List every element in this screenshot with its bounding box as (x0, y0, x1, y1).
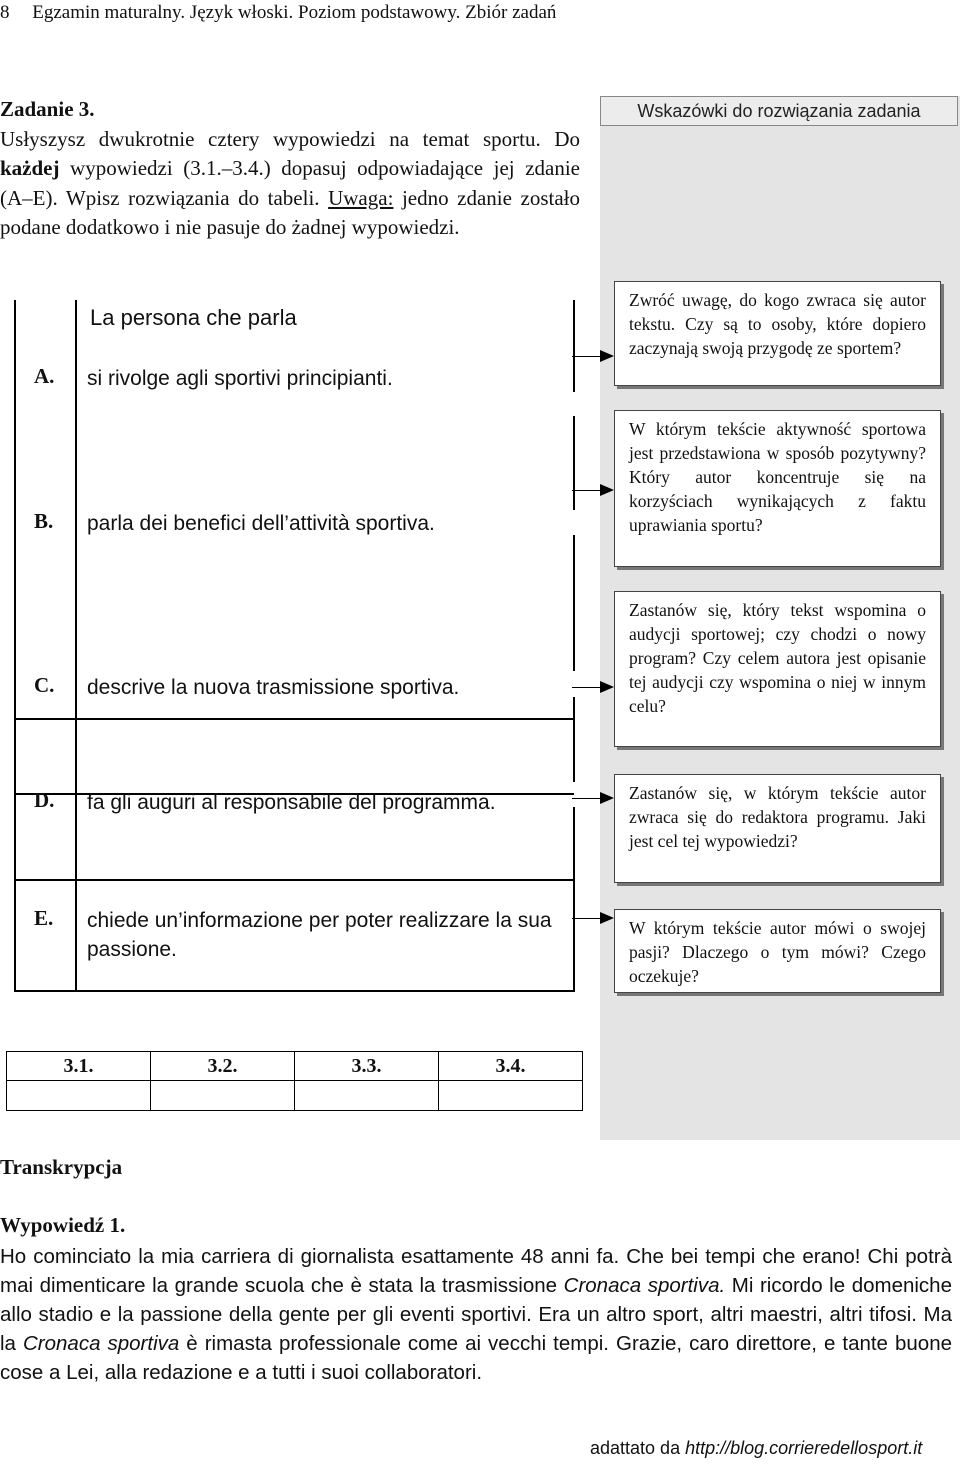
source-prefix: adattato da (590, 1438, 686, 1458)
option-a-text: si rivolge agli sportivi principianti. (87, 367, 393, 390)
right-edge (573, 300, 575, 392)
transcript-italic: Cronaca sportiva (22, 1332, 180, 1355)
task-text-part: jedno zdanie zostało podane dodatkowo i nie pasuje do żadnej wypowiedzi. (0, 185, 580, 239)
task-title: Zadanie 3. (0, 97, 95, 121)
option-d-letter: D. (34, 788, 55, 812)
header-title: Egzamin maturalny. Język włoski. Poziom podstawowy. Zbiór zadań (32, 2, 557, 23)
task-text-part: wypowiedzi (3.1.–3.4.) dopasuj odpowiadające jej zdanie (A–E). Wpisz rozwiązania do tabeli. (0, 156, 580, 210)
arrow-right-icon (572, 490, 612, 491)
option-c-letter: C. (34, 673, 55, 697)
hint-box-e: W którym tekście autor mówi o swojej pasji? Dlaczego o tym mówi? Czego oczekuje? (614, 909, 941, 993)
option-b-text: parla dei benefici dell’attività sportiva. (87, 512, 435, 535)
option-d-text: fa gli auguri al responsabile del programma. (87, 791, 496, 814)
right-edge (573, 807, 575, 992)
transcript-part: Mi ricordo le domeniche allo stadio e la passione della gente per gli eventi sportivi. Era un altro sport, altri maestri, altri tifosi. Ma la (0, 1274, 952, 1355)
option-e-text: chiede un’informazione per poter realizzare la sua passione. (87, 909, 552, 961)
answer-header-3-1: 3.1. (7, 1052, 151, 1081)
answer-cell-3-3[interactable] (295, 1081, 439, 1111)
options-table (14, 300, 574, 992)
task-text-emphasis: każdej (0, 156, 60, 180)
task-text-part: Usłyszysz dwukrotnie cztery wypowiedzi na temat sportu. Do (0, 126, 580, 151)
task-text (0, 125, 580, 243)
answer-table (6, 1051, 583, 1111)
arrow-right-icon (572, 918, 612, 919)
uwaga-label: Uwaga: (328, 185, 394, 210)
speech-label: Wypowiedź 1. (0, 1213, 126, 1237)
right-edge (573, 535, 575, 671)
row-divider (16, 718, 574, 720)
answer-cell-3-2[interactable] (151, 1081, 295, 1111)
transcript-part: è rimasta professionale come ai vecchi tempi. Grazie, caro direttore, e tante buone cose a Lei, alla redazione e a tutti i suoi collaboratori. (0, 1332, 952, 1384)
column-divider (75, 300, 77, 990)
option-e-letter: E. (34, 906, 54, 930)
answer-cell-3-1[interactable] (7, 1081, 151, 1111)
hints-header: Wskazówki do rozwiązania zadania (600, 96, 958, 126)
answer-header-3-2: 3.2. (151, 1052, 295, 1081)
page-header (0, 2, 556, 24)
hint-box-a: Zwróć uwagę, do kogo zwraca się autor tekstu. Czy są to osoby, które dopiero zaczynają swoją przygodę ze sportem? (614, 281, 941, 386)
arrow-right-icon (572, 687, 612, 688)
answer-table-header-row (7, 1052, 583, 1081)
hint-box-b: W którym tekście aktywność sportowa jest przedstawiona w sposób pozytywny? Który autor koncentruje się na korzyściach wynikających z faktu uprawiania sportu? (614, 410, 941, 567)
option-a-letter: A. (34, 364, 55, 388)
answer-header-3-4: 3.4. (439, 1052, 583, 1081)
hint-box-c: Zastanów się, który tekst wspomina o audycji sportowej; czy chodzi o nowy program? Czy celem autora jest opisanie tej audycji czy wspomina o niej w innym celu? (614, 591, 941, 747)
source-note (590, 1438, 922, 1459)
hint-box-d: Zastanów się, w którym tekście autor zwraca się do redaktora programu. Jaki jest cel tej wypowiedzi? (614, 774, 941, 883)
transcript-title: Transkrypcja (0, 1155, 123, 1179)
right-edge (573, 416, 575, 510)
option-c-text: descrive la nuova trasmissione sportiva. (87, 676, 460, 699)
transcript-text (0, 1242, 952, 1387)
answer-cell-3-4[interactable] (439, 1081, 583, 1111)
transcript-part: Ho cominciato la mia carriera di giornalista esattamente 48 anni fa. Che bei tempi che erano! Chi potrà mai dimenticare la grande scuola che è stata la trasmissione (0, 1245, 952, 1297)
source-link[interactable]: http://blog.corrieredellosport.it (685, 1438, 923, 1458)
arrow-right-icon (572, 798, 612, 799)
page-number: 8 (0, 2, 10, 23)
column-header: La persona che parla (90, 305, 297, 330)
answer-table-input-row (7, 1081, 583, 1111)
row-divider (16, 879, 574, 881)
right-edge (573, 697, 575, 782)
task-instructions (0, 95, 580, 243)
option-b-letter: B. (34, 509, 54, 533)
answer-header-3-3: 3.3. (295, 1052, 439, 1081)
transcript-italic: Cronaca sportiva. (563, 1274, 726, 1297)
arrow-right-icon (572, 356, 612, 357)
